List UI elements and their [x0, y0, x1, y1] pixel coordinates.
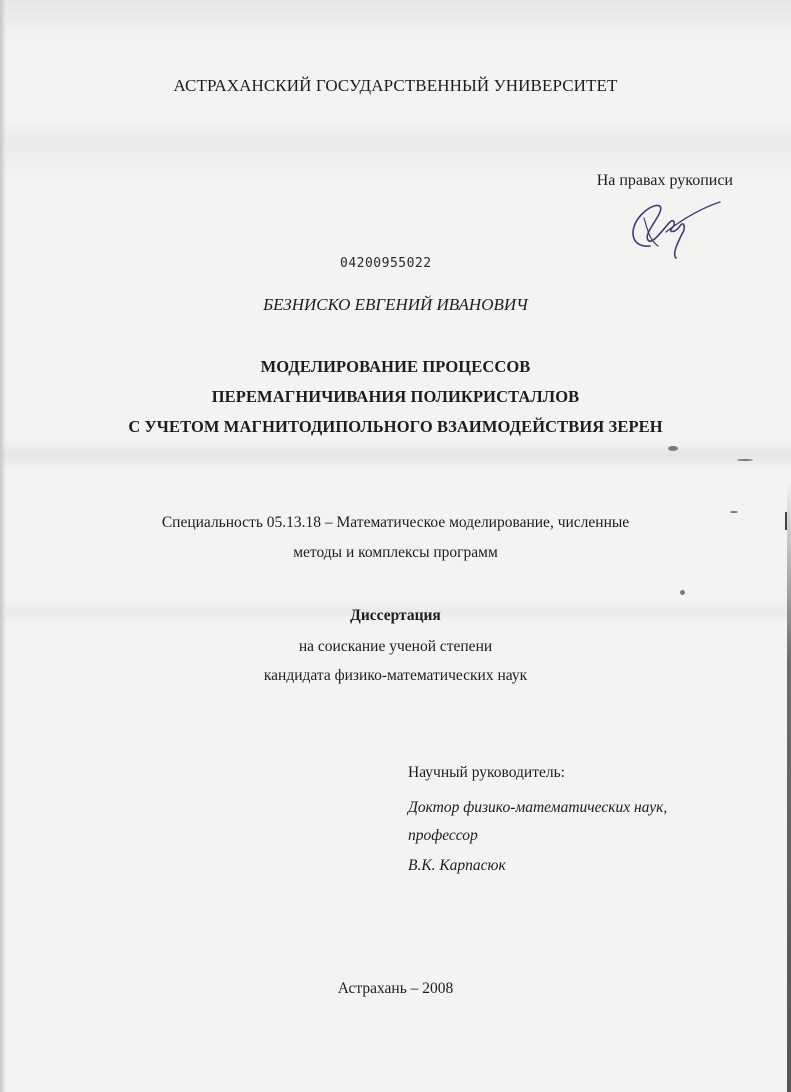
supervisor-rank: профессор — [408, 827, 478, 844]
scan-speck — [668, 446, 678, 451]
university-name: АСТРАХАНСКИЙ ГОСУДАРСТВЕННЫЙ УНИВЕРСИТЕТ — [173, 76, 618, 95]
registration-number: 04200955022 — [340, 256, 432, 271]
dissertation-line-2: кандидата физико-математических наук — [263, 667, 528, 684]
city-year: Астрахань – 2008 — [337, 980, 454, 997]
title-line-3: С УЧЕТОМ МАГНИТОДИПОЛЬНОГО ВЗАИМОДЕЙСТВИЯ ЗЕРЕН — [128, 417, 663, 436]
scan-speck — [730, 511, 738, 513]
manuscript-note: На правах рукописи — [596, 172, 733, 189]
signature-icon — [620, 188, 724, 260]
specialty-line-1: Специальность 05.13.18 – Математическое моделирование, численные — [161, 514, 630, 531]
supervisor-degree: Доктор физико-математических наук, — [408, 799, 668, 816]
dissertation-heading: Диссертация — [350, 607, 441, 624]
title-line-2: ПЕРЕМАГНИЧИВАНИЯ ПОЛИКРИСТАЛЛОВ — [211, 387, 580, 406]
specialty-line-2: методы и комплексы программ — [293, 544, 498, 561]
title-line-1: МОДЕЛИРОВАНИЕ ПРОЦЕССОВ — [260, 357, 531, 376]
scan-speck — [680, 590, 685, 595]
author-name: БЕЗНИСКО ЕВГЕНИЙ ИВАНОВИЧ — [263, 295, 528, 314]
dissertation-line-1: на соискание ученой степени — [298, 638, 493, 655]
supervisor-label: Научный руководитель: — [408, 764, 565, 781]
supervisor-name: В.К. Карпасюк — [408, 857, 506, 874]
scan-speck — [737, 459, 753, 461]
scan-right-edge — [787, 480, 791, 1092]
